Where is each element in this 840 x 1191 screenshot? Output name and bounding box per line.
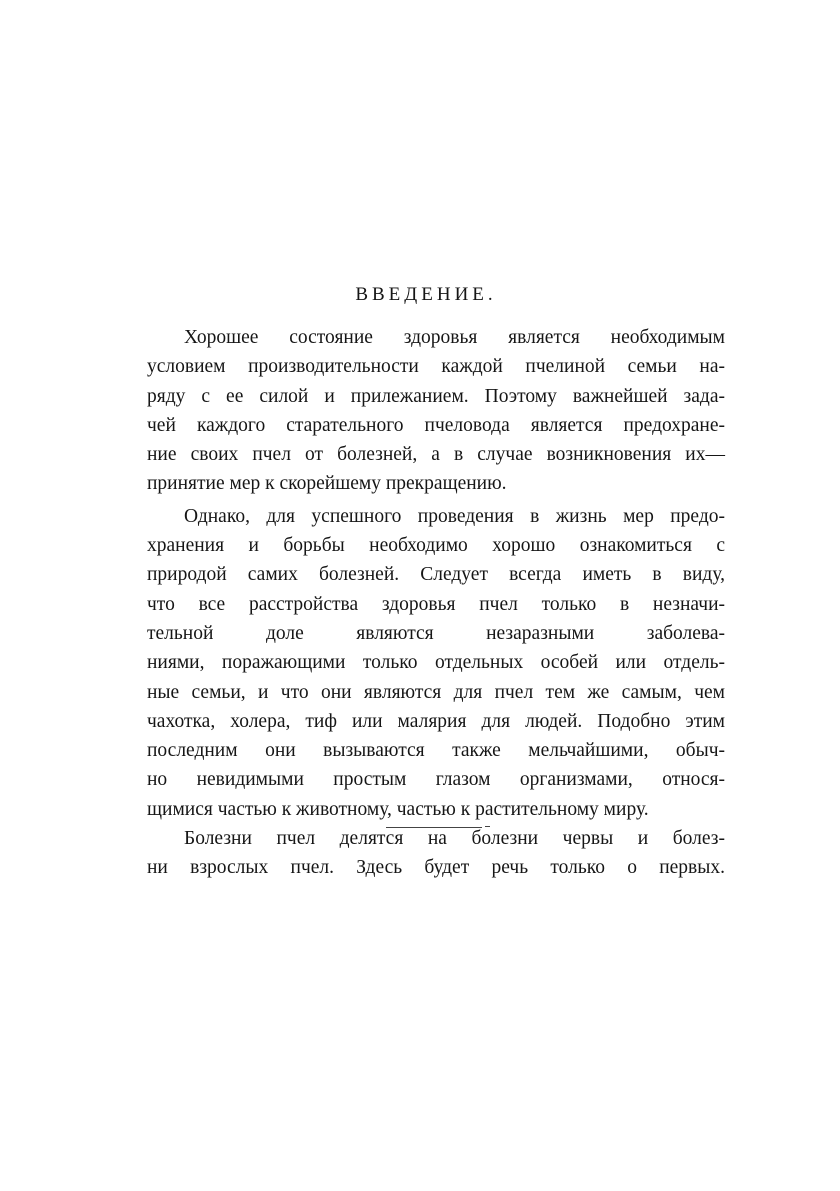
text-line: что все расстройства здоровья пчел только в незначи- bbox=[147, 593, 725, 615]
text-line: ни взрослых пчел. Здесь будет речь только о первых. bbox=[147, 857, 725, 879]
text-line: хранения и борьбы необходимо хорошо ознакомиться с bbox=[147, 535, 725, 557]
paragraph-1 bbox=[147, 323, 725, 499]
paragraph-2 bbox=[147, 502, 725, 824]
text-line: ниями, поражающими только отдельных особей или отдель- bbox=[147, 652, 725, 674]
text-line: Однако, для успешного проведения в жизнь мер предо- bbox=[184, 505, 725, 527]
text-line: принятие мер к скорейшему прекращению. bbox=[147, 473, 507, 495]
text-line: но невидимыми простым глазом организмами, относя- bbox=[147, 769, 725, 791]
chapter-heading: ВВЕДЕНИЕ. bbox=[355, 284, 497, 305]
section-divider bbox=[386, 827, 482, 828]
text-line: ряду с ее силой и прилежанием. Поэтому важнейшей зада- bbox=[147, 385, 725, 407]
text-line: Болезни пчел делятся на болезни червы и болез- bbox=[184, 828, 725, 850]
text-line: чей каждого старательного пчеловода является предохране- bbox=[147, 414, 725, 436]
text-line: природой самих болезней. Следует всегда иметь в виду, bbox=[147, 564, 725, 586]
text-line: ние своих пчел от болезней, а в случае возникновения их— bbox=[147, 444, 725, 466]
text-line: последним они вызываются также мельчайшими, обыч- bbox=[147, 740, 725, 762]
text-line: чахотка, холера, тиф или малярия для людей. Подобно этим bbox=[147, 710, 725, 732]
text-line: тельной доле являются незаразными заболева- bbox=[147, 622, 725, 644]
paragraph-3 bbox=[147, 824, 725, 883]
text-line: щимися частью к животному, частью к растительному миру. bbox=[147, 798, 649, 820]
text-line: Хорошее состояние здоровья является необходимым bbox=[184, 327, 725, 348]
text-line: условием производительности каждой пчелиной семьи на- bbox=[147, 356, 725, 378]
body-text bbox=[147, 323, 725, 883]
text-line: ные семьи, и что они являются для пчел тем же самым, чем bbox=[147, 681, 725, 703]
